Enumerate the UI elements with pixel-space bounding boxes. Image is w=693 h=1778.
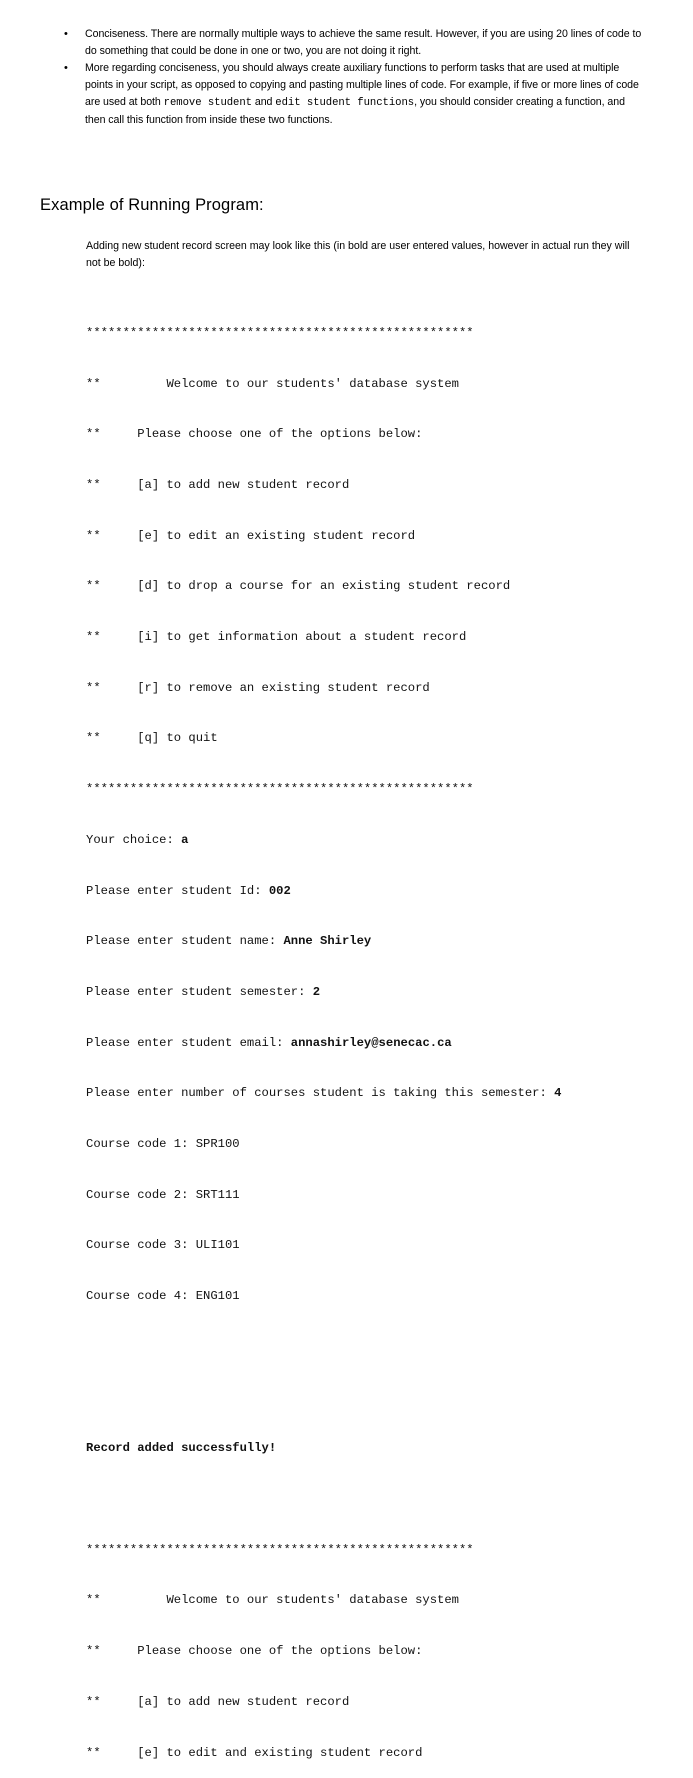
course-line: Course code 1: SPR100 bbox=[86, 1137, 240, 1152]
section-heading: Example of Running Program: bbox=[40, 196, 264, 214]
blank-line bbox=[86, 1390, 666, 1407]
prompt-label: Please enter number of courses student is taking this semester: bbox=[86, 1086, 555, 1101]
guideline-text: , you should consider creating a function, and then call this function from inside these two functions. bbox=[85, 96, 625, 126]
guideline-text: More regarding conciseness, you should always create auxiliary functions to perform tasks that are used at multiple points in your script, as opposed to copying and pasting multiple lines of code. For example, if five or more lines of code are used at both bbox=[85, 62, 639, 108]
menu-line: ** [a] to add new student record bbox=[86, 1694, 350, 1709]
prompt-label: Please enter student email: bbox=[86, 1035, 291, 1050]
menu-line: ** [q] to quit bbox=[86, 731, 218, 746]
prompt-line bbox=[86, 933, 666, 950]
guideline-item bbox=[62, 60, 642, 129]
stars-border: ***************************************************** bbox=[86, 325, 474, 340]
menu-line: ** Welcome to our students' database system bbox=[86, 1593, 459, 1608]
inline-code: edit student functions bbox=[275, 97, 415, 109]
menu-line: ** [i] to get information about a student record bbox=[86, 630, 467, 645]
prompt-line bbox=[86, 883, 666, 900]
menu-line: ** Welcome to our students' database system bbox=[86, 376, 459, 391]
course-line: Course code 4: ENG101 bbox=[86, 1289, 240, 1304]
user-input: Anne Shirley bbox=[283, 934, 372, 949]
prompt-label: Please enter student name: bbox=[86, 934, 284, 949]
guidelines-list bbox=[62, 26, 642, 129]
blank-line bbox=[86, 1339, 666, 1356]
course-line: Course code 3: ULI101 bbox=[86, 1238, 240, 1253]
guideline-text: Conciseness. There are normally multiple ways to achieve the same result. However, if you are using 20 lines of code to do something that could be done in one or two, you are not doing it right. bbox=[85, 28, 642, 57]
menu-line: ** [r] to remove an existing student record bbox=[86, 680, 430, 695]
prompt-label: Please enter student semester: bbox=[86, 984, 313, 999]
guideline-text: and bbox=[251, 96, 276, 108]
menu-line: ** [e] to edit an existing student record bbox=[86, 528, 416, 543]
menu-line: ** [a] to add new student record bbox=[86, 477, 350, 492]
user-input: 4 bbox=[554, 1086, 562, 1101]
intro-paragraph: Adding new student record screen may look like this (in bold are user entered values, however in actual run they will not be bold): bbox=[86, 240, 630, 269]
bullet-icon: • bbox=[64, 62, 68, 74]
user-input: 002 bbox=[268, 883, 291, 898]
terminal-output bbox=[86, 291, 666, 1778]
course-line: Course code 2: SRT111 bbox=[86, 1187, 240, 1202]
prompt-line bbox=[86, 1085, 666, 1102]
inline-code: remove student bbox=[163, 97, 252, 109]
user-input: a bbox=[181, 832, 189, 847]
prompt-line bbox=[86, 1035, 666, 1052]
menu-line: ** Please choose one of the options below: bbox=[86, 1644, 423, 1659]
blank-line bbox=[86, 1491, 666, 1508]
menu-line: ** Please choose one of the options below: bbox=[86, 427, 423, 442]
user-input: 2 bbox=[312, 984, 321, 999]
guideline-item bbox=[62, 26, 642, 60]
prompt-label: Please enter student Id: bbox=[86, 883, 269, 898]
prompt-line bbox=[86, 984, 666, 1001]
user-input: annashirley@senecac.ca bbox=[290, 1035, 452, 1050]
prompt-line bbox=[86, 832, 666, 849]
bullet-icon: • bbox=[64, 28, 68, 40]
prompt-label: Your choice: bbox=[86, 832, 182, 847]
stars-border: ***************************************************** bbox=[86, 782, 474, 797]
menu-line: ** [d] to drop a course for an existing student record bbox=[86, 579, 511, 594]
success-message: Record added successfully! bbox=[86, 1441, 277, 1456]
stars-border: ***************************************************** bbox=[86, 1542, 474, 1557]
menu-line: ** [e] to edit and existing student record bbox=[86, 1745, 423, 1760]
